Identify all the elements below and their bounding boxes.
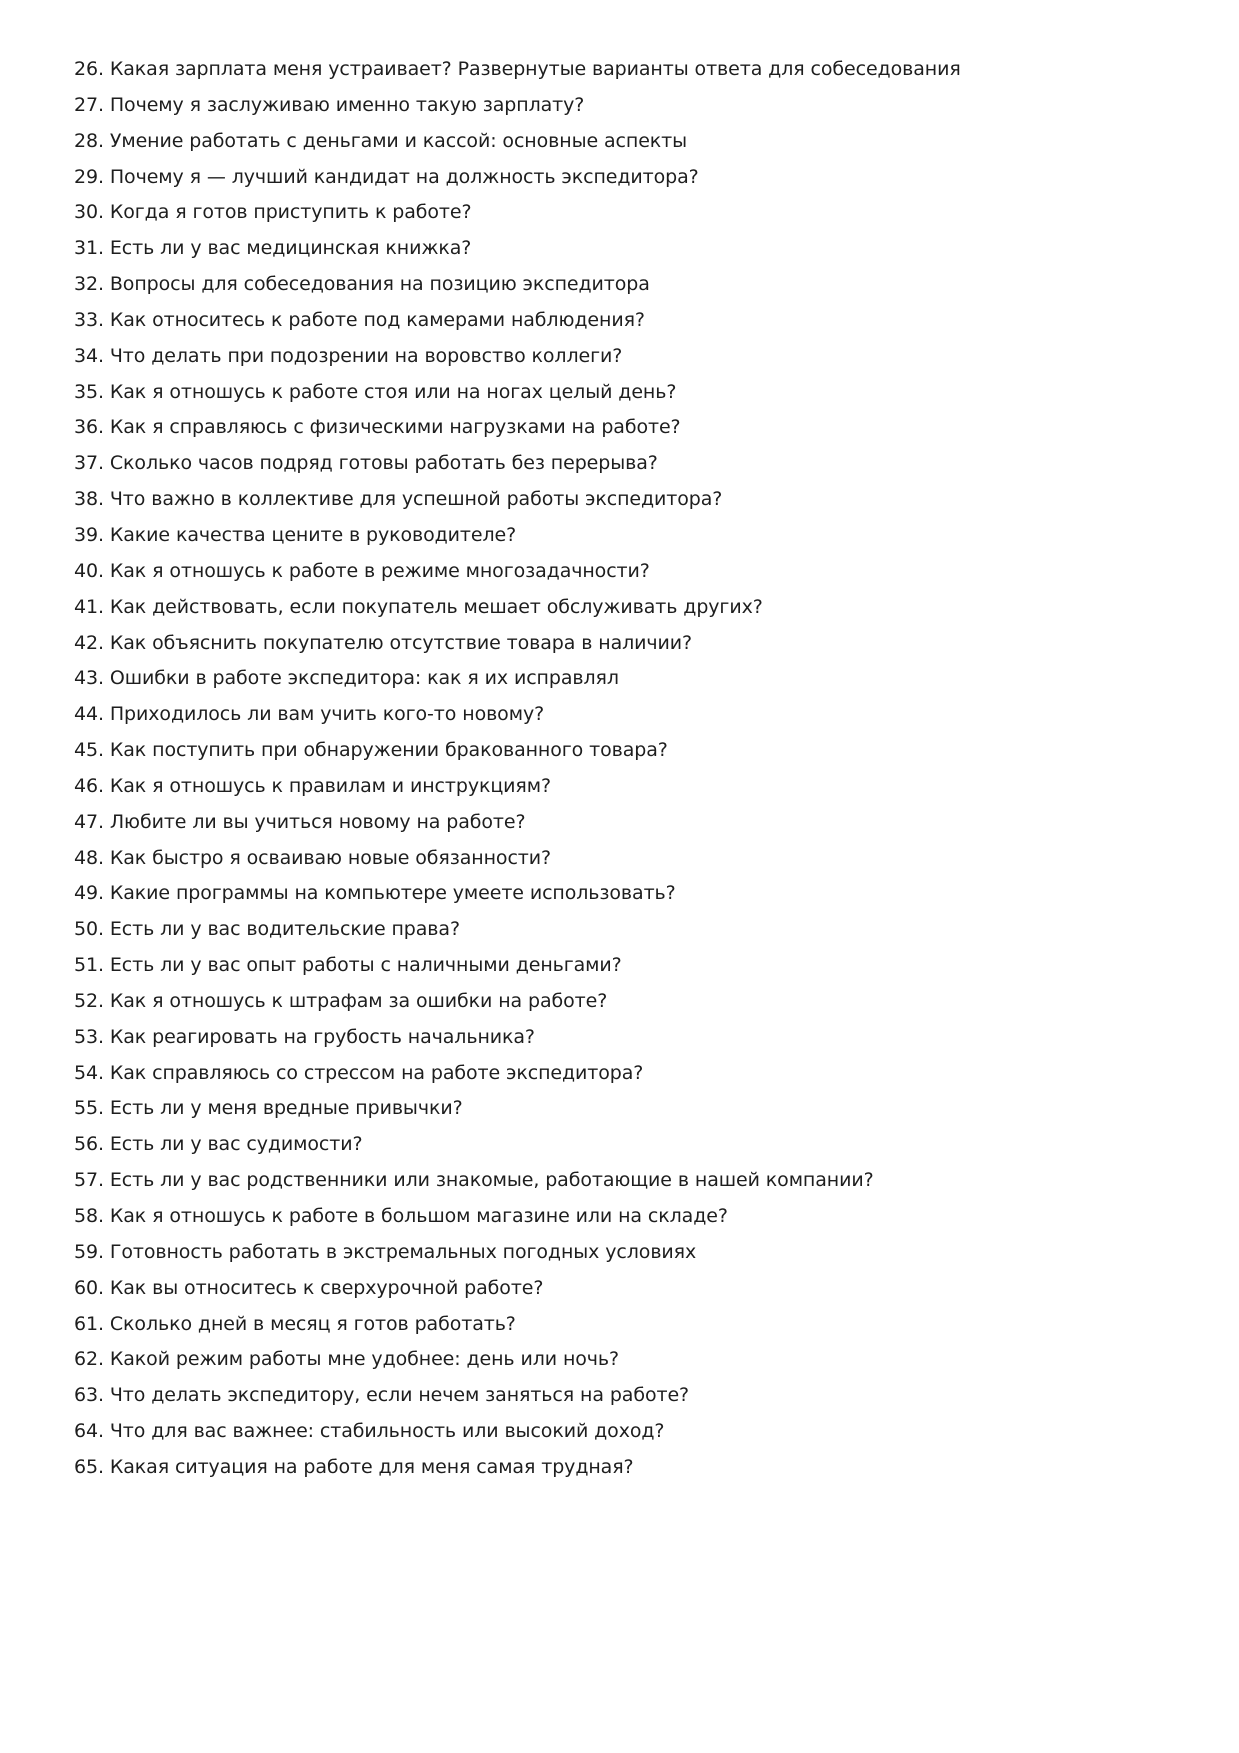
- list-item: [74, 733, 961, 769]
- list-item: [74, 1127, 961, 1163]
- list-item-number: 30.: [74, 201, 104, 224]
- list-item: [74, 769, 961, 805]
- list-item-text: Как я отношусь к работе в большом магазине или на складе?: [109, 1205, 728, 1227]
- list-item: [74, 339, 961, 375]
- list-item: [74, 1271, 961, 1307]
- list-item-text: Как я отношусь к работе в режиме многозадачности?: [109, 559, 650, 582]
- list-item-text: Есть ли у вас родственники или знакомые, работающие в нашей компании?: [109, 1169, 874, 1192]
- list-item: [74, 1307, 961, 1343]
- list-item: [74, 88, 961, 124]
- list-item: [74, 1342, 961, 1378]
- list-item: [74, 1414, 961, 1450]
- list-item: [74, 1450, 961, 1486]
- list-item-text: Как я отношусь к работе стоя или на ногах целый день?: [109, 380, 677, 403]
- list-item-number: 27.: [74, 93, 104, 116]
- list-item: [74, 231, 961, 267]
- list-item-number: 35.: [74, 380, 104, 403]
- list-item-text: Есть ли у вас судимости?: [109, 1133, 363, 1156]
- list-item-text: Есть ли у вас опыт работы с наличными деньгами?: [109, 954, 622, 977]
- list-item-text: Какие качества цените в руководителе?: [109, 523, 517, 546]
- list-item-text: Как поступить при обнаружении бракованного товара?: [109, 739, 668, 762]
- list-item-text: Как реагировать на грубость начальника?: [109, 1025, 535, 1048]
- list-item: [74, 876, 961, 912]
- list-item-number: 53.: [74, 1025, 104, 1048]
- list-item-number: 41.: [74, 595, 104, 618]
- list-item-text: Сколько часов подряд готовы работать без перерыва?: [109, 452, 658, 475]
- list-item-text: Как относитесь к работе под камерами наблюдения?: [109, 308, 645, 331]
- list-item-text: Почему я заслуживаю именно такую зарплату?: [109, 93, 585, 116]
- list-item-number: 31.: [74, 237, 104, 260]
- list-item-text: Что делать экспедитору, если нечем заняться на работе?: [109, 1384, 690, 1407]
- list-item-number: 62.: [74, 1348, 104, 1371]
- list-item-number: 50.: [74, 918, 104, 941]
- list-item-text: Как объяснить покупателю отсутствие товара в наличии?: [109, 631, 693, 654]
- list-item: [74, 661, 961, 697]
- list-item: [74, 518, 961, 554]
- list-item-number: 60.: [74, 1276, 104, 1299]
- list-item-text: Какие программы на компьютере умеете использовать?: [109, 882, 676, 905]
- list-item: [74, 1235, 961, 1271]
- list-item-number: 52.: [74, 989, 104, 1012]
- list-item-text: Вопросы для собеседования на позицию экспедитора: [109, 273, 650, 296]
- list-item-number: 46.: [74, 774, 104, 797]
- list-item-number: 56.: [74, 1133, 104, 1156]
- list-item-number: 37.: [74, 452, 104, 475]
- list-item-number: 43.: [74, 667, 104, 690]
- list-item-number: 28.: [74, 129, 104, 152]
- list-item-number: 55.: [74, 1097, 104, 1120]
- list-item-text: Как справляюсь со стрессом на работе экспедитора?: [109, 1061, 644, 1084]
- list-item-text: Какой режим работы мне удобнее: день или ночь?: [109, 1348, 620, 1371]
- list-item-text: Как я справляюсь с физическими нагрузками на работе?: [109, 416, 681, 439]
- list-item-text: Любите ли вы учиться новому на работе?: [109, 810, 526, 833]
- list-item-number: 59.: [74, 1240, 104, 1263]
- list-item-number: 36.: [74, 416, 104, 439]
- list-item: [74, 1056, 961, 1092]
- list-item-number: 47.: [74, 810, 104, 833]
- list-item-number: 65.: [74, 1455, 104, 1478]
- list-item-number: 44.: [74, 703, 104, 726]
- list-item: [74, 948, 961, 984]
- list-item-number: 26.: [74, 58, 104, 80]
- list-item: [74, 984, 961, 1020]
- list-item-number: 57.: [74, 1169, 104, 1192]
- list-item-text: Умение работать с деньгами и кассой: основные аспекты: [109, 129, 688, 152]
- list-item-text: Что важно в коллективе для успешной работы экспедитора?: [109, 488, 723, 511]
- list-item-text: Есть ли у вас водительские права?: [109, 918, 460, 941]
- list-item: [74, 1020, 961, 1056]
- list-item-number: 49.: [74, 882, 104, 905]
- list-item-text: Готовность работать в экстремальных погодных условиях: [109, 1240, 697, 1263]
- list-item: [74, 554, 961, 590]
- list-item: [74, 841, 961, 877]
- list-item: [74, 626, 961, 662]
- list-item: [74, 1378, 961, 1414]
- list-item: [74, 482, 961, 518]
- list-item-text: Есть ли у меня вредные привычки?: [109, 1097, 463, 1120]
- list-item-text: Приходилось ли вам учить кого-то новому?: [109, 703, 545, 726]
- list-item-number: 34.: [74, 344, 104, 367]
- list-item-text: Как я отношусь к правилам и инструкциям?: [109, 774, 551, 797]
- list-item: [74, 590, 961, 626]
- list-item: [74, 912, 961, 948]
- list-item: [74, 375, 961, 411]
- list-item: [74, 124, 961, 160]
- list-item-text: Почему я — лучший кандидат на должность экспедитора?: [109, 165, 699, 188]
- list-item-text: Сколько дней в месяц я готов работать?: [109, 1312, 516, 1335]
- list-item-number: 58.: [74, 1205, 104, 1227]
- list-item-text: Что делать при подозрении на воровство коллеги?: [109, 344, 623, 367]
- list-item-number: 39.: [74, 523, 104, 546]
- list-item-number: 54.: [74, 1061, 104, 1084]
- list-item-number: 51.: [74, 954, 104, 977]
- list-item-number: 61.: [74, 1312, 104, 1335]
- list-item: [74, 1163, 961, 1199]
- list-item: [74, 267, 961, 303]
- list-item-text: Какая зарплата меня устраивает? Развернутые варианты ответа для собеседования: [109, 58, 961, 80]
- table-of-contents-list: [74, 52, 961, 1486]
- list-item-text: Что для вас важнее: стабильность или высокий доход?: [109, 1420, 665, 1443]
- list-item: [74, 805, 961, 841]
- list-item: [74, 195, 961, 231]
- list-item-text: Как вы относитесь к сверхурочной работе?: [109, 1276, 544, 1299]
- list-item: [74, 160, 961, 196]
- list-item-text: Как быстро я осваиваю новые обязанности?: [109, 846, 551, 869]
- list-item-number: 45.: [74, 739, 104, 762]
- list-item-number: 38.: [74, 488, 104, 511]
- list-item: [74, 1091, 961, 1127]
- list-item: [74, 410, 961, 446]
- list-item-number: 64.: [74, 1420, 104, 1443]
- list-item: [74, 303, 961, 339]
- list-item: [74, 697, 961, 733]
- list-item-number: 48.: [74, 846, 104, 869]
- list-item-number: 33.: [74, 308, 104, 331]
- list-item-number: 29.: [74, 165, 104, 188]
- list-item-text: Есть ли у вас медицинская книжка?: [109, 237, 472, 260]
- list-item-text: Когда я готов приступить к работе?: [109, 201, 472, 224]
- list-item-text: Как я отношусь к штрафам за ошибки на работе?: [109, 989, 608, 1012]
- list-item-text: Ошибки в работе экспедитора: как я их исправлял: [109, 667, 619, 690]
- list-item-number: 63.: [74, 1384, 104, 1407]
- list-item-text: Какая ситуация на работе для меня самая трудная?: [109, 1455, 634, 1478]
- list-item: [74, 446, 961, 482]
- list-item-text: Как действовать, если покупатель мешает обслуживать других?: [109, 595, 763, 618]
- list-item: [74, 52, 961, 88]
- list-item-number: 32.: [74, 273, 104, 296]
- list-item: [74, 1199, 961, 1235]
- list-item-number: 40.: [74, 559, 104, 582]
- list-item-number: 42.: [74, 631, 104, 654]
